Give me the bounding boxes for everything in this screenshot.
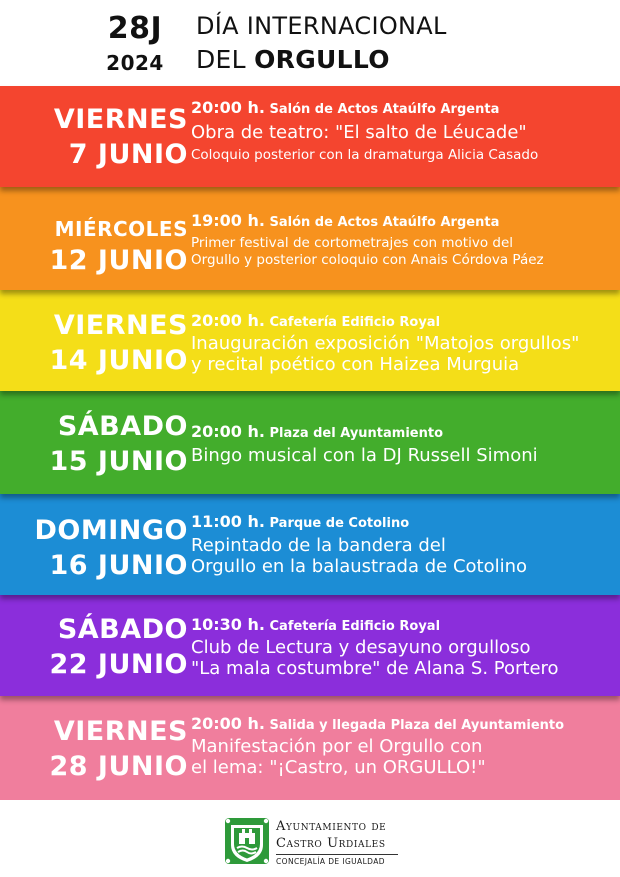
event-day-block xyxy=(0,312,188,374)
event-date: 14 JUNIO xyxy=(49,345,188,376)
event-description-line-2: el lema: "¡Castro, un ORGULLO!" xyxy=(191,757,486,779)
event-description-line-2: Orgullo en la balaustrada de Cotolino xyxy=(191,556,528,578)
event-hour: 20:00 h. xyxy=(191,311,265,330)
event-hour: 11:00 h. xyxy=(191,512,265,531)
event-date: 28 JUNIO xyxy=(49,751,188,782)
event-time-place xyxy=(191,715,612,734)
event-info xyxy=(191,715,612,778)
org-line-1: Ayuntamiento de xyxy=(276,819,387,834)
event-band-3 xyxy=(0,290,620,391)
event-place: Cafetería Edificio Royal xyxy=(269,315,441,330)
event-place: Salida y llegada Plaza del Ayuntamiento xyxy=(269,718,565,733)
event-band-2 xyxy=(0,187,620,290)
event-date: 7 JUNIO xyxy=(68,139,188,170)
event-band-4 xyxy=(0,391,620,494)
year-label: 2024 xyxy=(106,51,164,75)
event-info xyxy=(191,513,612,577)
event-time-place xyxy=(191,513,612,532)
event-hour: 20:00 h. xyxy=(191,714,265,733)
event-weekday: VIERNES xyxy=(53,716,188,747)
event-time-place xyxy=(191,423,612,442)
event-note: Coloquio posterior con la dramaturga Alicia Casado xyxy=(191,147,539,164)
event-hour: 10:30 h. xyxy=(191,615,265,634)
event-weekday: DOMINGO xyxy=(34,515,188,546)
event-date: 15 JUNIO xyxy=(49,446,188,477)
event-weekday: MIÉRCOLES xyxy=(54,217,188,241)
event-description-line-1: Primer festival de cortometrajes con motivo del xyxy=(191,234,513,251)
event-date: 12 JUNIO xyxy=(49,245,188,276)
event-info xyxy=(191,616,612,679)
poster-title xyxy=(196,14,447,72)
title-line-1: DÍA INTERNACIONAL xyxy=(196,12,447,40)
event-band-6 xyxy=(0,595,620,696)
event-info xyxy=(191,423,612,466)
event-hour: 19:00 h. xyxy=(191,211,265,230)
event-weekday: SÁBADO xyxy=(57,411,188,442)
event-description-line-1: Inauguración exposición "Matojos orgullos" xyxy=(191,332,580,354)
event-date: 16 JUNIO xyxy=(49,550,188,581)
event-description-line-1: Club de Lectura y desayuno orgulloso xyxy=(191,636,531,658)
event-date-badge xyxy=(96,11,174,75)
title-prefix: DEL xyxy=(196,45,246,74)
event-description-line-1: Manifestación por el Orgullo con xyxy=(191,735,483,757)
event-time-place xyxy=(191,616,612,635)
organization-name xyxy=(276,820,398,866)
event-band-5 xyxy=(0,494,620,595)
event-day-block xyxy=(0,413,188,475)
event-hour: 20:00 h. xyxy=(191,98,265,117)
event-info xyxy=(191,212,612,270)
event-place: Salón de Actos Ataúlfo Argenta xyxy=(269,215,500,230)
title-bold-word: ORGULLO xyxy=(254,45,390,74)
event-day-block xyxy=(0,517,188,579)
event-date: 22 JUNIO xyxy=(49,649,188,680)
event-description-line-2: "La mala costumbre" de Alana S. Portero xyxy=(191,658,559,680)
event-weekday: VIERNES xyxy=(53,104,188,135)
poster-header xyxy=(0,0,620,86)
event-weekday: SÁBADO xyxy=(57,614,188,645)
event-day-block xyxy=(0,219,188,274)
coat-of-arms-icon xyxy=(222,815,272,867)
event-day-block xyxy=(0,718,188,780)
event-place: Parque de Cotolino xyxy=(269,516,410,531)
org-divider xyxy=(276,854,398,855)
org-line-2: Castro Urdiales xyxy=(276,836,386,851)
date-tag: 28J xyxy=(107,11,163,46)
event-place: Cafetería Edificio Royal xyxy=(269,619,441,634)
event-place: Salón de Actos Ataúlfo Argenta xyxy=(269,102,500,117)
event-description-line-2: Orgullo y posterior coloquio con Anais Córdova Páez xyxy=(191,252,544,269)
event-time-place xyxy=(191,312,612,331)
event-description-line-1: Repintado de la bandera del xyxy=(191,534,446,556)
event-info xyxy=(191,312,612,375)
event-description: Bingo musical con la DJ Russell Simoni xyxy=(191,444,538,466)
event-time-place xyxy=(191,212,612,231)
event-band-1 xyxy=(0,86,620,187)
event-weekday: VIERNES xyxy=(53,310,188,341)
event-place: Plaza del Ayuntamiento xyxy=(269,426,444,441)
event-description-line-2: y recital poético con Haizea Murguia xyxy=(191,354,520,376)
event-time-place xyxy=(191,99,612,118)
event-description: Obra de teatro: "El salto de Léucade" xyxy=(191,121,527,143)
event-band-7 xyxy=(0,696,620,800)
department-label: CONCEJALÍA DE IGUALDAD xyxy=(276,857,385,866)
event-day-block xyxy=(0,616,188,678)
title-line-2 xyxy=(196,47,447,72)
event-day-block xyxy=(0,106,188,168)
event-hour: 20:00 h. xyxy=(191,422,265,441)
event-info xyxy=(191,99,612,164)
